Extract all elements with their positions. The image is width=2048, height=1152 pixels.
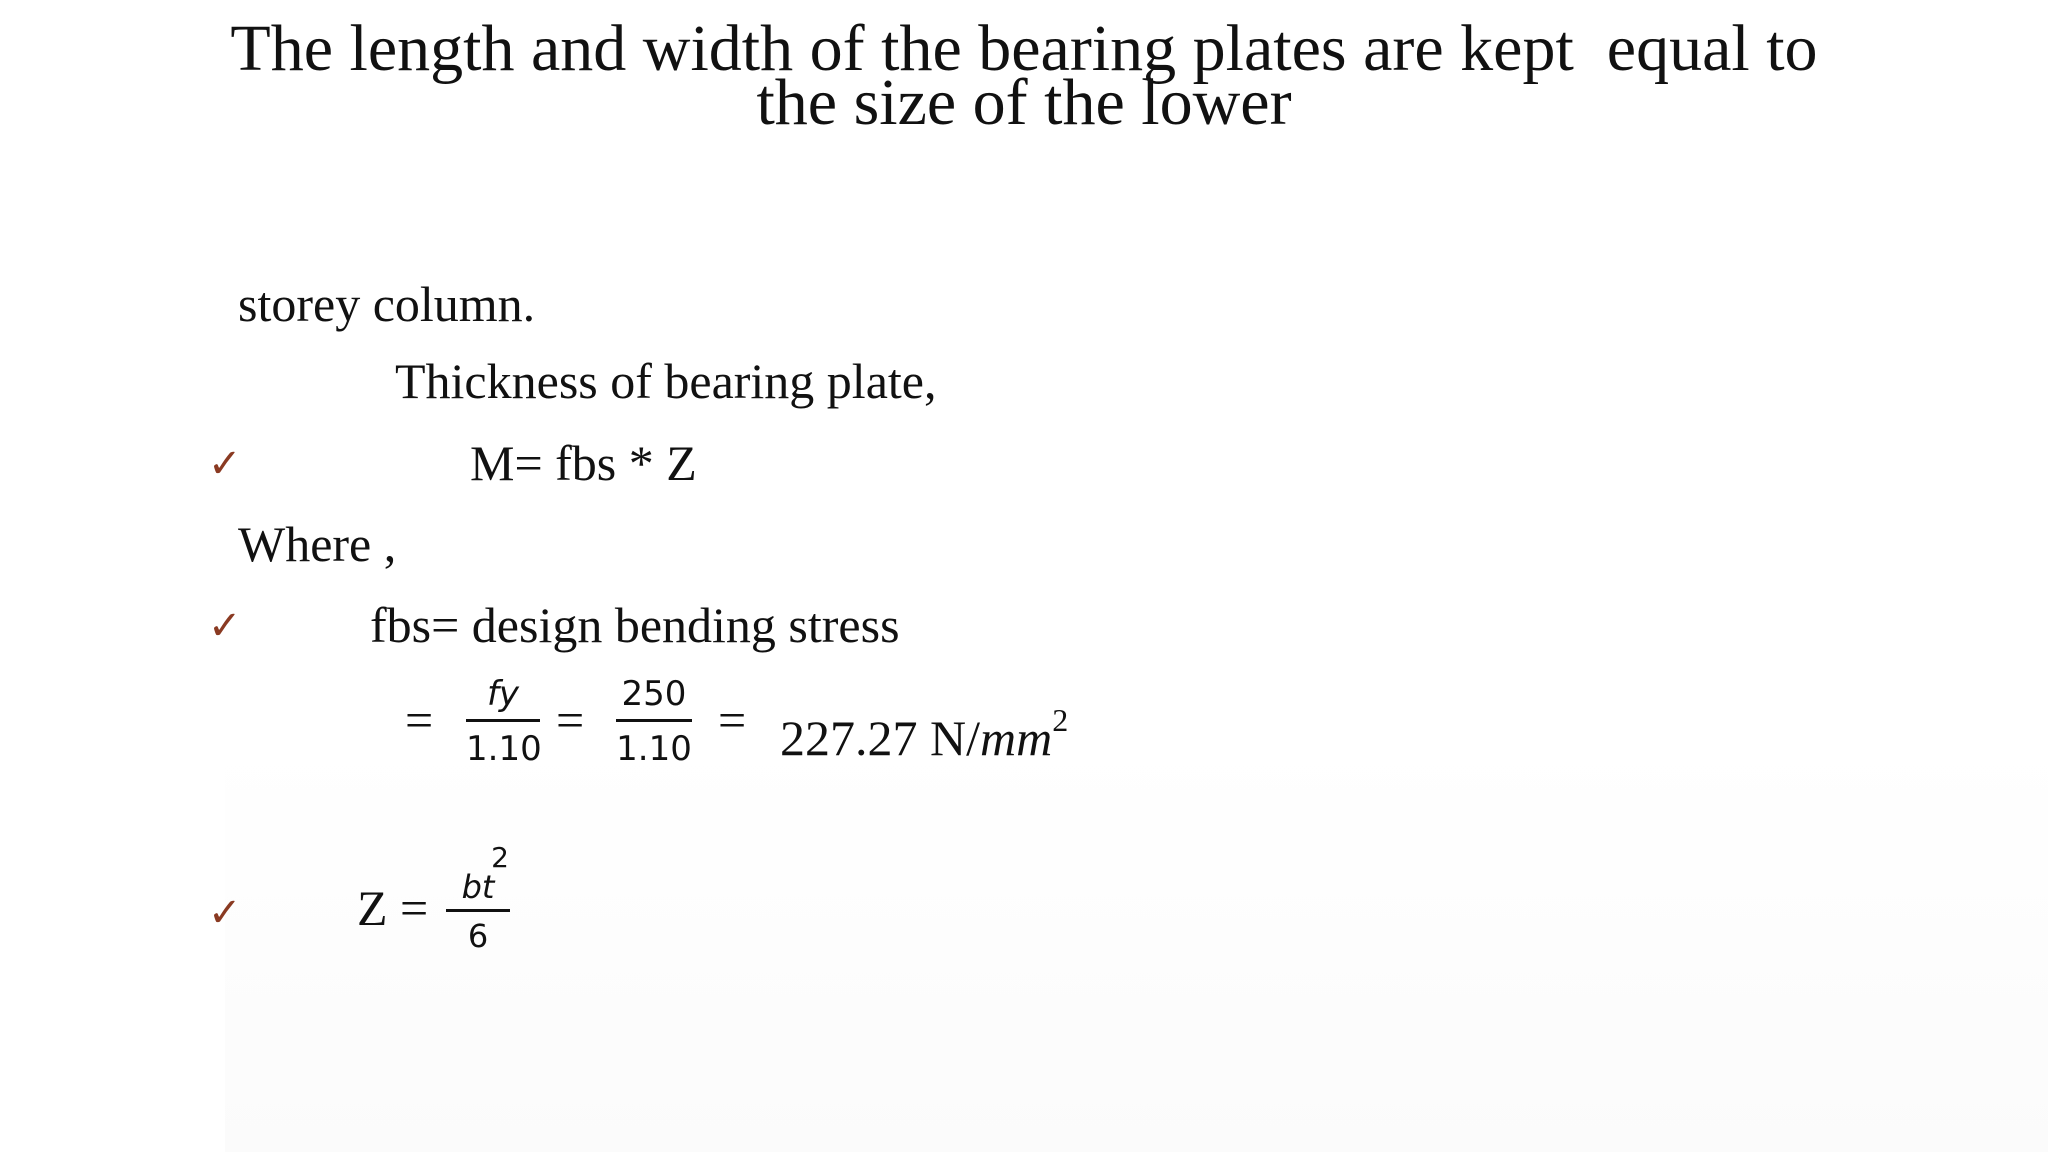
fraction-numerator: fy: [486, 674, 520, 714]
checkmark-icon: ✓: [208, 603, 242, 649]
equals-sign: =: [405, 692, 434, 748]
storey-column-text: storey column.: [238, 276, 536, 332]
fraction-bt2-over-6: [446, 868, 510, 955]
fraction-denominator: 6: [467, 917, 489, 955]
slide-title: [0, 12, 2048, 139]
equals-sign: =: [718, 692, 747, 748]
fraction-fy-over-1-10: [466, 674, 542, 769]
thickness-heading: Thickness of bearing plate,: [395, 353, 937, 409]
fraction-denominator: 1.10: [466, 729, 542, 769]
fraction-numerator: 250: [621, 674, 687, 714]
fraction-bar: [466, 719, 540, 722]
equals-sign: =: [556, 692, 585, 748]
result-exponent: 2: [1052, 702, 1069, 738]
title-line-1: The length and width of the bearing plates are kept equal to: [230, 12, 1818, 85]
checkmark-icon: ✓: [208, 441, 242, 487]
fraction-bar: [616, 719, 692, 722]
fraction-250-over-1-10: [616, 674, 692, 769]
result-unit: mm: [980, 710, 1053, 766]
fraction-denominator: 1.10: [616, 729, 692, 769]
fraction-numerator: bt: [461, 868, 495, 906]
z-lhs: Z =: [357, 880, 429, 936]
title-line-2: the size of the lower: [756, 66, 1292, 139]
fbs-definition: fbs= design bending stress: [370, 597, 900, 653]
stress-result: [780, 692, 1068, 766]
z-exponent: 2: [491, 841, 509, 874]
fraction-bar: [446, 909, 510, 912]
where-label: Where ,: [238, 516, 397, 572]
moment-equation: M= fbs * Z: [470, 435, 697, 491]
checkmark-icon: ✓: [208, 890, 242, 936]
result-value: 227.27 N/: [780, 710, 980, 766]
